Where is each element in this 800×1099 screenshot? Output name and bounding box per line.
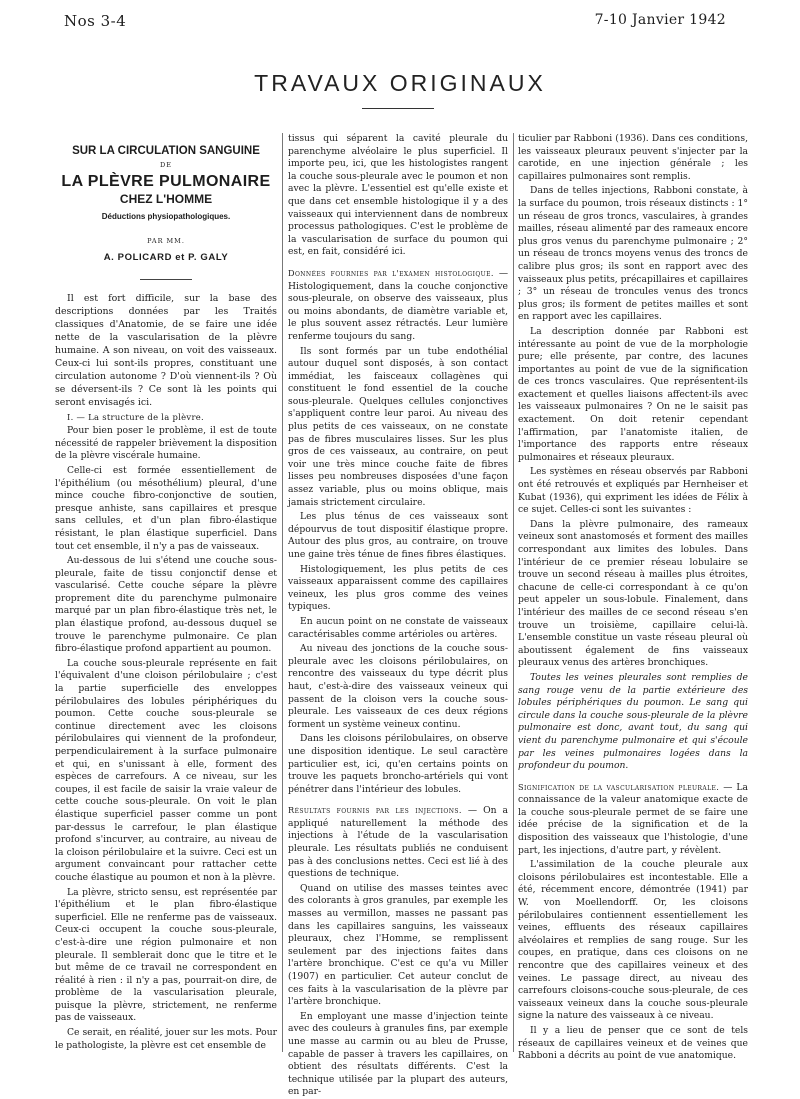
article-authors: A. POLICARD et P. GALY [103,251,229,263]
subsection-injections [288,804,508,881]
subsection-text: — On a appliqué naturellement la méthode des injections à l'étude de la vascularisation pleurale. Les résultats publiés ne conduisent pas à des conclusions nettes. Ceci est lié à des questions de technique. [288,805,509,880]
section-1-heading: I. — La structure de la plèvre. [67,411,204,422]
paragraph: Dans la plèvre pulmonaire, des rameaux veineux sont anastomosés et forment des mailles correspondant aux limites des lobules. Dans l'intérieur de ce premier réseau lobulaire se trouve un second réseau à mailles plus étroites, chacune de celle-ci correspondant à ce qu'on peut appeler un sous-lobule. Finalement, dans l'intérieur des mailles de ce second réseau s'en trouve un troisième, capillaire celui-là. L'ensemble constitue un vaste réseau pleural où aboutissent également de fins vaisseaux pleuraux venus des artères bronchiques. [518,518,748,669]
subsection-signification [518,781,748,858]
column-2 [288,133,509,1098]
paragraph: Au niveau des jonctions de la couche sous-pleurale avec les cloisons périlobulaires, on rencontre des vaisseaux du type décrit plus haut, c'est-à-dire des vaisseaux veineux qui passent de la cloison vers la couche sous-pleurale. Les vaisseaux de ces deux régions forment un système veineux continu. [288,643,508,730]
paragraph: En employant une masse d'injection teinte avec des couleurs à granules fins, par exemple une masse au carmin ou au bleu de Prusse, capable de passer à travers les capillaires, on obtient des résultats différents. C'est la technique utilisée par la plupart des auteurs, en par- [288,1010,508,1098]
article-heading [55,145,277,280]
paragraph: Pour bien poser le problème, il est de toute nécessité de rappeler brièvement la disposition de la plèvre viscérale humaine. [55,425,277,462]
subsection-heading: Résultats fournis par les injections. [288,805,462,816]
issue-number: Nos 3-4 [64,12,127,30]
column-divider [282,133,283,1052]
column-3 [518,133,748,1064]
title-rule [362,108,434,109]
paragraph: Quand on utilise des masses teintes avec des colorants à gros granules, par exemple les masses au vermillon, masses ne passant pas dans les capillaires sanguins, les vaisseaux pleuraux, chez l'Homme, se remplissent seulement par des injections faites dans l'artère bronchique. C'est ce qu'a vu Miller (1907) en particulier. Cet auteur conclut de ces faits à la vascularisation de la plèvre par l'artère bronchique. [288,882,508,1008]
subsection-histology [288,267,508,344]
paragraph: Ce serait, en réalité, jouer sur les mots. Pour le pathologiste, la plèvre est cet ensemble de [55,1027,277,1051]
article-subtitle: Déductions physiopathologiques. [101,211,231,221]
paragraph: La couche sous-pleurale représente en fait l'équivalent d'une cloison périlobulaire ; c'est la partie superficielle des enveloppes périlobulaires des lobules périphériques du poumon. Cette couche sous-pleurale se continue directement avec les cloisons périlobulaires qui viennent de la profondeur, perpendiculairement à la surface pulmonaire et qui, en s'unissant à elle, forment des espèces de carrefours. A ce niveau, sur les coupes, il est facile de saisir la vraie valeur de cette couche sous-pleurale. On voit le plan élastique superficiel passer comme un pont par-dessus le carrefour, le plan élastique profond s'incurver, au contraire, au niveau de la cloison périlobulaire et la suivre. Ceci est un argument convaincant pour rattacher cette couche élastique au poumon et non à la plèvre. [55,657,277,883]
paragraph: Dans de telles injections, Rabboni constate, à la surface du poumon, trois réseaux distincts : 1° un réseau de gros troncs, vasculaires, à grandes mailles, réseau alimenté par des rameaux encore plus gros venus du parenchyme pulmonaire ; 2° un réseau de troncs moyens venus des troncs de calibre plus gros; ils sont en rapport avec des vaisseaux plus petits, précapillaires et capillaires ; 3° un réseau de troncules venus des troncs plus gros; ils forment de petites mailles et sont en rapport avec les capillaires. [518,185,748,323]
heading-rule [140,279,192,280]
italic-paragraph: Toutes les veines pleurales sont remplies de sang rouge venu de la partie extérieure des lobules périphériques du poumon. Le sang qui circule dans la couche sous-pleurale de la plèvre pulmonaire est donc, avant tout, du sang qui vient du parenchyme pulmonaire et qui s'écoule par les veines pulmonaires logées dans la profondeur du poumon. [518,671,748,772]
paragraph: Celle-ci est formée essentiellement de l'épithélium (ou mésothélium) pleural, d'une mince couche fibro-conjonctive de soutien, presque anhiste, sans capillaires et presque sans cellules, et d'un plan fibro-élastique résistant, le plan élastique superficiel. Dans tout cet ensemble, il n'y a pas de vaisseaux. [55,464,277,552]
intro-paragraph: Il est fort difficile, sur la base des descriptions données par les Traités classiques d'Anatomie, de se faire une idée nette de la vascularisation de la plèvre humaine. A son niveau, on voit des vaisseaux. Ceux-ci lui sont-ils propres, constituant une circulation autonome ? D'où viennent-ils ? Où se déversent-ils ? Ce sont là les points qui seront envisagés ici. [55,292,277,408]
paragraph: ticulier par Rabboni (1936). Dans ces conditions, les vaisseaux pleuraux peuvent s'injecter par la carotide, en une injection générale ; les capillaires pulmonaires sont remplis. [518,133,748,182]
article-par: PAR MM. [147,237,185,246]
issue-date: 7-10 Janvier 1942 [594,12,726,28]
article-title-line3: CHEZ L'HOMME [119,192,213,207]
paragraph: Au-dessous de lui s'étend une couche sous-pleurale, faite de tissu conjonctif dense et vascularisé. Cette couche sépare la plèvre proprement dite du parenchyme pulmonaire marqué par un plan fibro-élastique très net, le plan élastique profond, au-dessous duquel se trouve le parenchyme pulmonaire. Ce plan fibro-élastique profond appartient au poumon. [55,555,277,655]
paragraph: Ils sont formés par un tube endothélial autour duquel sont disposés, à son contact immédiat, les faisceaux collagènes qui constituent le fond essentiel de la couche sous-pleurale. Quelques cellules conjonctives s'appliquent contre leur paroi. Au niveau des plus petits de ces vaisseaux, on ne constate pas de fibres musculaires lisses. Sur les plus gros de ces vaisseaux, au contraire, on peut voir une très mince couche faite de fibres lisses peu nombreuses disposées d'une façon assez variable, plus ou moins oblique, mais jamais strictement circulaire. [288,345,508,508]
subsection-text: — La connaissance de la valeur anatomique exacte de la couche sous-pleurale permet de se faire une idée précise de la signification et de la disposition des vaisseaux que l'histologie, d'une part, les injections, d'autre part, y révèlent. [518,781,749,856]
paragraph: Histologiquement, les plus petits de ces vaisseaux apparaissent comme des capillaires veineux, les plus gros comme des veines typiques. [288,563,508,613]
paragraph: La description donnée par Rabboni est intéressante au point de vue de la morphologie pure; elle présente, par contre, des lacunes importantes au point de vue de la signification de ces troncs vasculaires. Que représentent-ils exactement et quelles liaisons affectent-ils avec les vaisseaux pulmonaires ? On ne le saisit pas exactement. On doit retenir cependant l'affirmation, par l'anatomiste italien, de l'importance des rapports entre réseaux pulmonaires et réseaux pleuraux. [518,325,748,463]
paragraph: Dans les cloisons périlobulaires, on observe une disposition identique. Le seul caractère particulier est, ici, qu'en certains points on trouve les paquets broncho-artériels qui vont pénétrer dans l'intérieur des lobules. [288,733,508,795]
paragraph: Les systèmes en réseau observés par Rabboni ont été retrouvés et expliqués par Hernheiser et Kubat (1936), qui expriment les idées de Félix à ce sujet. Celles-ci sont les suivantes : [518,466,748,516]
article-intro [55,292,277,409]
article-title-line2: LA PLÈVRE PULMONAIRE [61,173,271,191]
column-1 [55,133,277,1064]
article-title-de: DE [160,160,172,169]
subsection-text: — Histologiquement, dans la couche conjonctive sous-pleurale, on observe des vaisseaux, plus ou moins abondants, de diamètre variable et, le plus souvent assez rétractés. Leur lumière renferme toujours du sang. [288,267,508,342]
paragraph: Il y a lieu de penser que ce sont de tels réseaux de capillaires veineux et de veines que Rabboni a décrits au point de vue anatomique. [518,1024,748,1062]
paragraph: L'assimilation de la couche pleurale aux cloisons périlobulaires est incontestable. Elle a été, récemment encore, démontrée (1941) par W. von Moellendorff. Or, les cloisons périlobulaires contiennent essentiellement les veines, effluents des réseaux capillaires alvéolaires et remplies de sang rouge. Sur les coupes, en pratique, dans ces cloisons on ne rencontre que des capillaires veineux et des veines. Le passage direct, au niveau des carrefours cloisons-couche sous-pleurale, de ces vaisseaux veineux dans la couche sous-pleurale signe la nature des vaisseaux à ce niveau. [518,859,748,1022]
subsection-heading: Signification de la vascularisation pleurale. [518,781,720,792]
paragraph: La plèvre, stricto sensu, est représentée par l'épithélium et le plan fibro-élastique superficiel. Elle ne renferme pas de vaisseaux. Ceux-ci occupent la couche sous-pleurale, c'est-à-dire une région pulmonaire et non pleurale. Il semblerait donc que le titre et le but même de ce travail ne correspondent en réalité à rien : il n'y a pas, pourrait-on dire, de problème de la vascularisation pleurale, puisque la plèvre, strictement, ne renferme pas de vaisseaux. [55,886,277,1024]
section-title: TRAVAUX ORIGINAUX [254,70,546,96]
subsection-heading: Données fournies par l'examen histologique. [288,267,494,278]
paragraph: En aucun point on ne constate de vaisseaux caractérisables comme artérioles ou artères. [288,615,508,640]
article-title-line1: SUR LA CIRCULATION SANGUINE [72,145,260,157]
paragraph: tissus qui séparent la cavité pleurale du parenchyme alvéolaire le plus superficiel. Il importe peu, ici, que les histologistes rangent la couche sous-pleurale avec le poumon et non avec la plèvre. L'essentiel est qu'elle existe et que dans cet ensemble histologique il y a des vaisseaux qui interviennent dans de nombreux processus pathologiques. C'est le problème de la vascularisation de surface du poumon qui est, en fait, considéré ici. [288,133,508,258]
paragraph: Les plus ténus de ces vaisseaux sont dépourvus de tout dispositif élastique propre. Autour des plus gros, au contraire, on trouve une gaine très ténue de fines fibres élastiques. [288,511,508,560]
column-divider [513,133,514,1052]
